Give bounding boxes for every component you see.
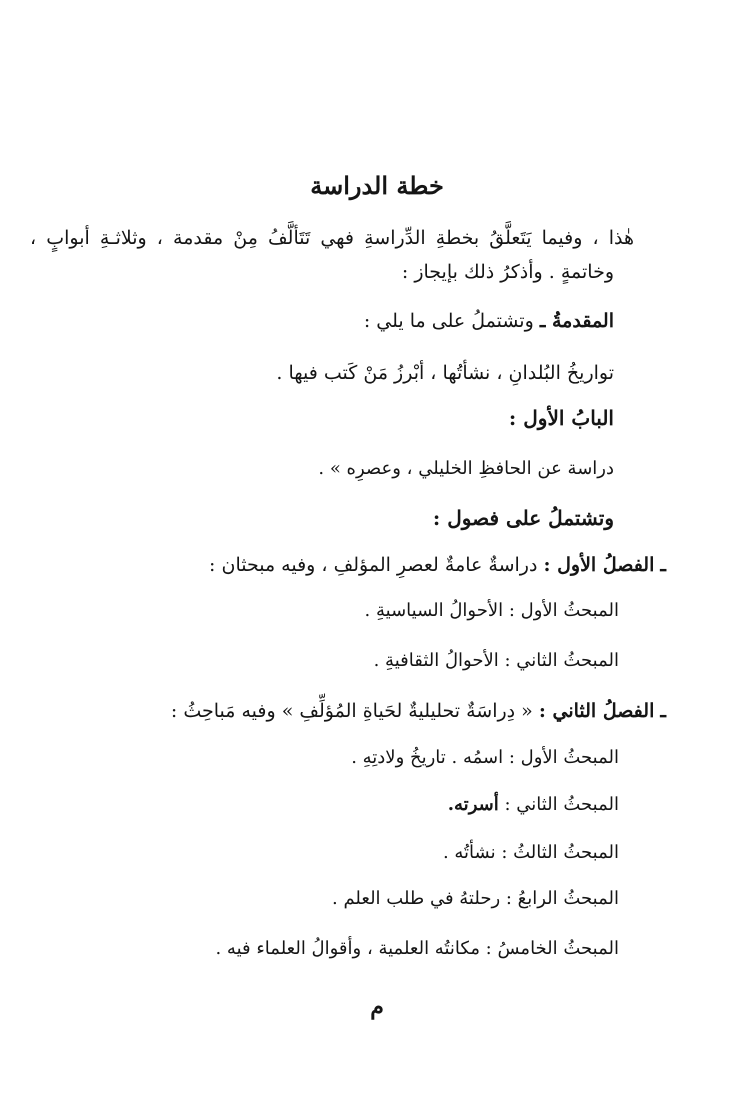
intro-line-1: هٰذا ، وفيما يَتَعلَّقُ بخطةِ الدِّراسةِ فهي تَتَألَّفُ مِنْ مقدمة ، وثلاثـةِ أبوابٍ ، [30,227,634,249]
fasl1-text: دراسةٌ عامةٌ لعصرِ المؤلفِ ، وفيه مبحثان : [209,554,538,576]
fasl2-item-2-bold: أسرته. [447,794,499,815]
fasl2-text: « دِراسَةٌ تحليليةٌ لحَياةِ المُؤلِّفِ » وفيه مَباحِثُ : [170,700,533,722]
fasl1-heading: الفصلُ الأول : [543,554,655,576]
fasl1-item-2: المبحثُ الثاني : الأحوالُ الثقافيةِ . [373,650,619,671]
fasl2-item-5: المبحثُ الخامسُ : مكانتُه العلمية ، وأقوالُ العلماء فيه . [215,938,619,959]
page-number: م [370,994,384,1020]
fasl2-item-2: المبحثُ الثاني : [504,794,619,815]
fasl1-line [209,550,666,580]
fasl2-item-2-line [448,790,619,820]
fasl1-item-1: المبحثُ الأول : الأحوالُ السياسيةِ . [364,600,619,621]
fasl2-item-4: المبحثُ الرابعُ : رحلتهُ في طلب العلم . [332,888,619,909]
fasl2-item-1: المبحثُ الأول : اسمُه . تاريخُ ولادتِهِ . [351,747,619,768]
fasl2-heading: الفصلُ الثاني : [538,700,655,722]
fasl1-dash: ـ [660,554,666,576]
fasl2-line [171,696,666,726]
bab1-description: دراسة عن الحافظِ الخليلي ، وعصرِه » . [318,458,614,479]
intro-line-2: وخاتمةٍ . وأذكرُ ذلك بإيجاز : [401,261,614,283]
bab1-subheading: وتشتملُ على فصول : [432,506,614,530]
muqaddima-heading: المقدمةُ ـ [539,310,614,332]
muqaddima-text: وتشتملُ على ما يلي : [363,310,534,332]
muqaddima-line [364,306,614,336]
fasl2-dash: ـ [660,700,666,722]
fasl2-item-3: المبحثُ الثالثُ : نشأتُه . [442,842,619,863]
bab1-heading: البابُ الأول : [508,406,614,430]
page-title: خطة الدراسة [310,171,444,200]
muqaddima-content: تواريخُ البُلدانِ ، نشأتُها ، أبْرزُ مَنْ كَتب فيها . [276,362,614,384]
